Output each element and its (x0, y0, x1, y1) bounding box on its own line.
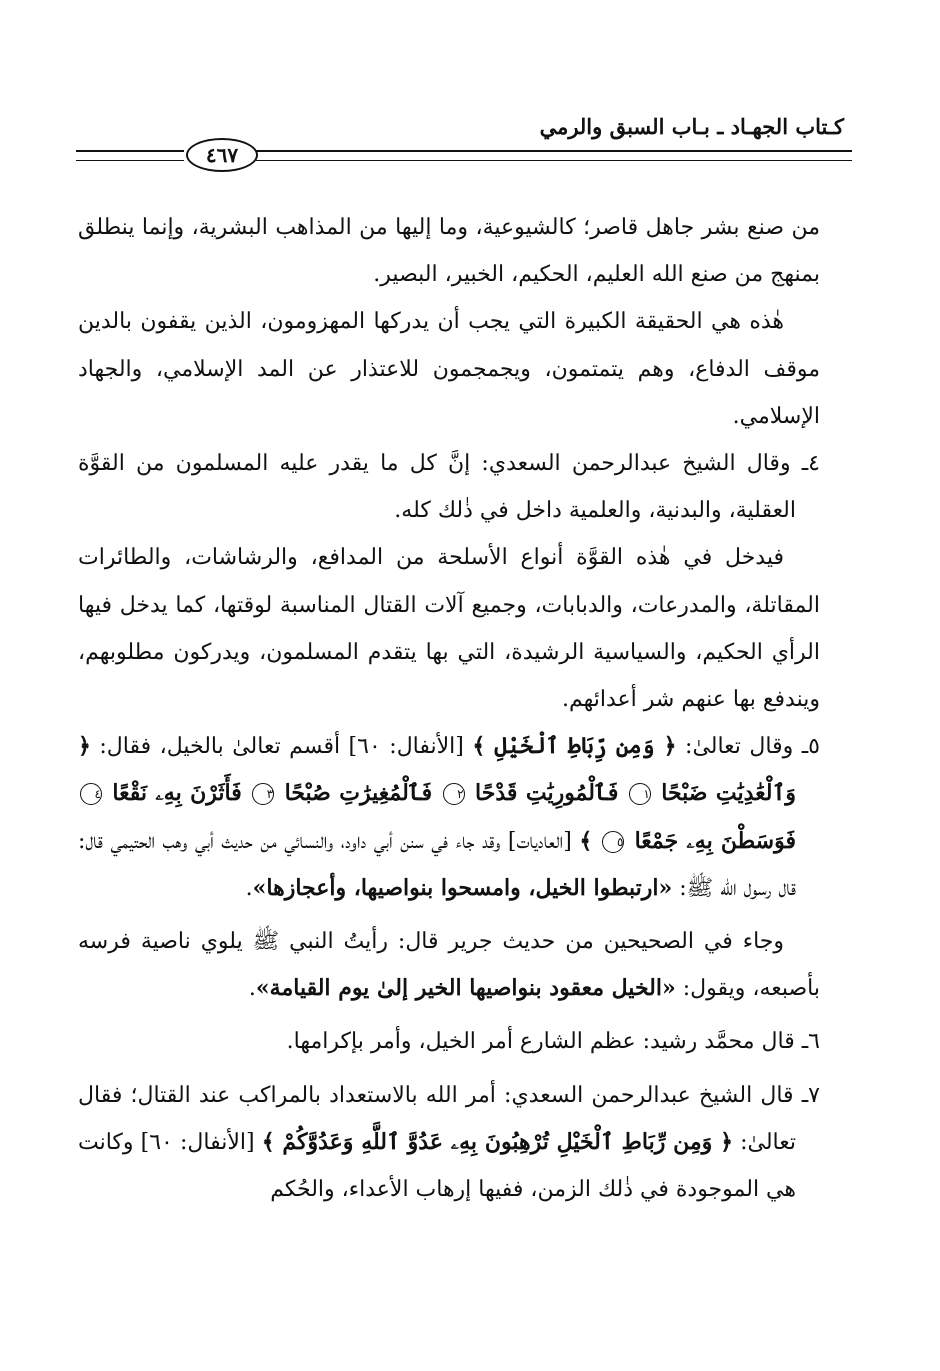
quran-adiyat-part-1: ﴿ وَٱلْعَٰدِيَٰتِ ضَبْحًا (78, 733, 796, 807)
paragraph-6 (78, 918, 820, 1012)
running-title: كـتاب الجهـاد ـ بـاب السبق والرمي (539, 114, 844, 139)
item-5-lead: ٥ـ وقال تعالىٰ: (676, 734, 820, 760)
paragraph-5-item-5 (78, 723, 820, 912)
quran-verse-anfal: ﴿ وَمِن رِّبَاطِ ٱلْخَيْلِ ﴾ (472, 733, 677, 760)
ayah-marker-2: ٢ (443, 783, 465, 805)
quran-adiyat-part-5: فَوَسَطْنَ بِهِۦ جَمْعًا (626, 827, 796, 854)
header-rule-left (76, 150, 184, 161)
quran-adiyat-part-3: فَٱلْمُغِيرَٰتِ صُبْحًا (276, 780, 441, 807)
paragraph-3-item-4: ٤ـ وقال الشيخ عبدالرحمن السعدي: إنَّ كل ما يقدر عليه المسلمون من القوَّة العقلية، والبدنية، والعلمية داخل في ذٰلك كله. (78, 451, 820, 524)
paragraph-2: هٰذه هي الحقيقة الكبيرة التي يجب أن يدركها المهزومون، الذين يقفون بالدين موقف الدفاع، وهم يتمتمون، ويجمجمون للاعتذار عن المد الإسلامي، والجهاد الإسلامي. (78, 309, 820, 429)
item-7-lead: ٧ـ قال الشيخ عبدالرحمن السعدي: أمر الله بالاستعداد بالمراكب عند القتال؛ فقال تعالىٰ: (78, 1082, 820, 1155)
ayah-marker-4: ٤ (80, 783, 102, 805)
quran-adiyat-part-4: فَأَثَرْنَ بِهِۦ نَقْعًا (104, 780, 251, 807)
hadith-quote-1: «ارتبطوا الخيل، وامسحوا بنواصيها، وأعجازها» (252, 874, 673, 901)
paragraph-1: من صنع بشر جاهل قاصر؛ كالشيوعية، وما إليها من المذاهب البشرية، وإنما ينطلق بمنهج من صنع الله العليم، الحكيم، الخبير، البصير. (78, 215, 820, 288)
hadith-quote-2: «الخيل معقود بنواصيها الخير إلىٰ يوم القيامة» (255, 975, 676, 1002)
paragraph-6-end: . (248, 976, 256, 1002)
paragraph-4: فيدخل في هٰذه القوَّة أنواع الأسلحة من المدافع، والرشاشات، والطائرات المقاتلة، والمدرعات، والدبابات، وجميع آلات القتال المناسبة لوقتها، كما يدخل فيها الرأي الحكيم، والسياسية الرشيدة، التي بها يتقدم المسلمون، ويدركون مطلوبهم، ويندفع بها عنهم شر أعدائهم. (78, 545, 820, 713)
ayah-marker-1: ١ (629, 783, 651, 805)
header-rule-right (256, 150, 852, 161)
reference-adiyat: [العاديات] وقد جاء في سنن أبي داود، والنسائي من حديث أبي وهب الحتيمي قال: قال رسول الله ﷺ: (78, 828, 796, 901)
main-text (78, 204, 820, 1213)
quran-adiyat-close: ﴾ (579, 827, 601, 854)
item-5-end: . (245, 875, 253, 901)
ayah-marker-5: ٥ (602, 831, 624, 853)
paragraph-7-item-6: ٦ـ قال محمَّد رشيد: عظم الشارع أمر الخيل، وأمر بإكرامها. (286, 1029, 820, 1055)
page-header (76, 104, 852, 184)
paragraph-6-text: وجاء في الصحيحين من حديث جرير قال: رأيتُ النبي ﷺ يلوي ناصية فرسه بأصبعه، ويقول: (78, 929, 820, 1002)
quran-adiyat-part-2: فَٱلْمُورِيَٰتِ قَدْحًا (466, 780, 627, 807)
item-7-rest: [الأنفال: ٦٠] وكانت هي الموجودة في ذٰلك الزمن، ففيها إرهاب الأعداء، والحُكم (78, 1129, 796, 1203)
quran-verse-anfal-2: ﴿ وَمِن رِّبَاطِ ٱلْخَيْلِ تُرْهِبُونَ بِهِۦ عَدُوَّ ٱللَّهِ وَعَدُوَّكُمْ ﴾ (261, 1128, 733, 1155)
reference-anfal: [الأنفال: ٦٠] أقسم تعالىٰ بالخيل، فقال: (90, 734, 473, 760)
paragraph-8-item-7 (78, 1072, 820, 1214)
ayah-marker-3: ٣ (252, 783, 274, 805)
page-number: ٤٦٧ (186, 138, 258, 172)
